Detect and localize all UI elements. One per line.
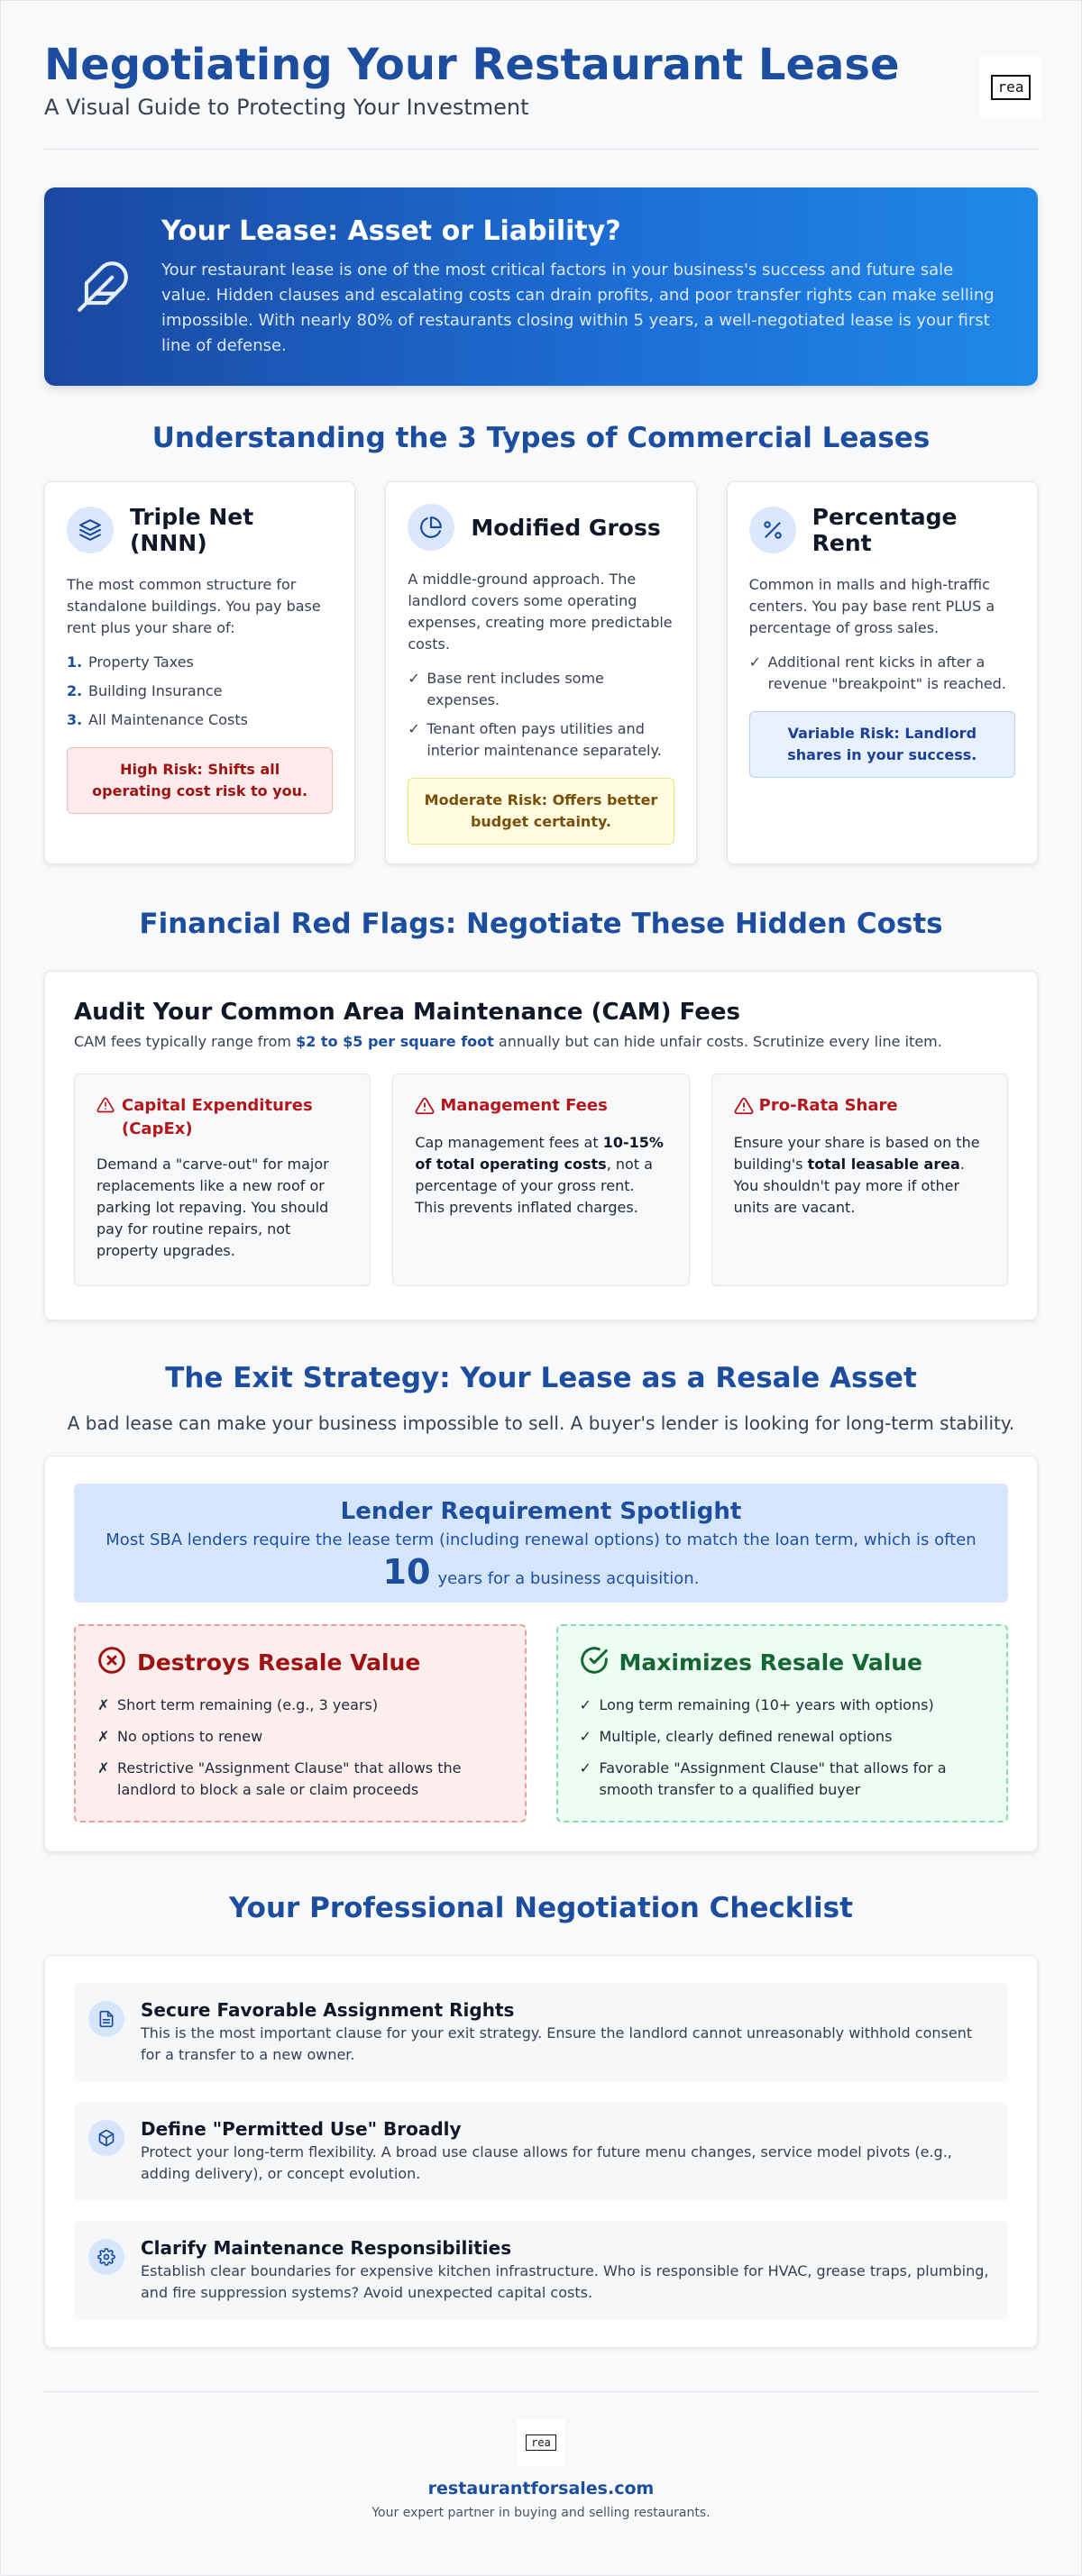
cam-card-title: Pro-Rata Share xyxy=(758,1096,898,1115)
cam-card-text-bold: total leasable area xyxy=(807,1156,960,1173)
risk-badge-moderate: Moderate Risk: Offers better budget certainty. xyxy=(408,778,674,845)
x-mark-icon: ✗ xyxy=(97,1728,110,1745)
lease-card-modified-gross xyxy=(385,481,696,864)
page-title: Negotiating Your Restaurant Lease xyxy=(44,40,900,90)
list-item xyxy=(67,709,333,731)
cam-card-capex xyxy=(74,1073,371,1286)
cam-sub-text: CAM fees typically range from xyxy=(74,1033,297,1050)
gear-icon xyxy=(88,2239,124,2275)
footer-site-link[interactable]: restaurantforsales.com xyxy=(427,2479,655,2498)
percent-icon xyxy=(749,507,796,553)
list-item-text: Building Insurance xyxy=(88,682,223,699)
list-item xyxy=(97,1758,503,1801)
checklist-item-text: Establish clear boundaries for expensive kitchen infrastructure. Who is responsible for HVAC, grease traps, plumbing, and fire suppression systems? Avoid unexpected capital costs. xyxy=(141,2262,989,2301)
lender-spotlight xyxy=(74,1484,1008,1603)
risk-badge-high: High Risk: Shifts all operating cost risk to you. xyxy=(67,747,333,814)
cam-card-text-part: , not a percentage of your gross rent. This prevents inflated charges. xyxy=(415,1156,653,1216)
checklist-item-permitted-use xyxy=(74,2102,1008,2201)
list-item xyxy=(580,1726,986,1748)
check-mark-icon: ✓ xyxy=(579,1759,591,1777)
lease-card-desc: Common in malls and high-traffic centers. You pay base rent PLUS a percentage of gross sales. xyxy=(748,576,995,636)
warning-icon xyxy=(415,1096,440,1119)
lease-card-title: Percentage Rent xyxy=(812,504,958,556)
footer-tagline: Your expert partner in buying and selling restaurants. xyxy=(371,2506,711,2520)
cam-card-text-part: . You shouldn't pay more if other units are vacant. xyxy=(733,1156,965,1216)
list-item-text: Tenant often pays utilities and interior maintenance separately. xyxy=(426,720,662,759)
cam-cards xyxy=(74,1073,1008,1286)
footer-logo xyxy=(518,2419,564,2466)
list-item xyxy=(749,652,1015,695)
check-mark: ✓ xyxy=(748,653,762,671)
spotlight-title: Lender Requirement Spotlight xyxy=(340,1498,742,1525)
lease-card-desc: The most common structure for standalone buildings. You pay base rent plus your share of: xyxy=(67,576,321,636)
exit-subtitle: A bad lease can make your business impossible to sell. A buyer's lender is looking for long-term stability. xyxy=(67,1412,1015,1434)
footer-logo-text: rea xyxy=(526,2434,556,2451)
lease-card-percentage-rent xyxy=(727,481,1038,864)
hero-title: Your Lease: Asset or Liability? xyxy=(161,215,621,247)
list-item xyxy=(408,718,674,762)
list-item-text: Short term remaining (e.g., 3 years) xyxy=(117,1696,379,1713)
hero-text: Your restaurant lease is one of the most critical factors in your business's success and future sale value. Hidden clauses and escalating costs can drain profits, and poor transfer rights can make selling impossible. With nearly 80% of restaurants closing within 5 years, a well-negotiated lease is your first line of defense. xyxy=(161,260,995,355)
list-marker: 3. xyxy=(67,711,83,728)
cam-title: Audit Your Common Area Maintenance (CAM) Fees xyxy=(74,999,740,1026)
cam-card-text-bold: 10-15% of total operating costs xyxy=(415,1134,664,1173)
checklist-item-title: Define "Permitted Use" Broadly xyxy=(141,2118,462,2140)
x-mark-icon: ✗ xyxy=(97,1759,110,1777)
checklist-item-assignment xyxy=(74,1983,1008,2082)
maximizes-resale-panel xyxy=(556,1624,1009,1822)
cam-card-text xyxy=(415,1132,666,1219)
warning-icon xyxy=(734,1096,759,1119)
list-item xyxy=(408,668,674,711)
cam-card-title: Management Fees xyxy=(440,1096,608,1115)
cam-sub-highlight: $2 to $5 per square foot xyxy=(296,1033,494,1050)
header xyxy=(44,1,1038,150)
list-marker: 2. xyxy=(67,682,83,699)
spotlight-text: Most SBA lenders require the lease term (including renewal options) to match the loan term, which is often xyxy=(105,1530,977,1549)
checklist-title: Your Professional Negotiation Checklist xyxy=(229,1892,853,1924)
check-mark-icon: ✓ xyxy=(579,1696,591,1713)
cam-card-text xyxy=(734,1132,986,1219)
cam-card-title: Capital Expenditures (CapEx) xyxy=(122,1096,313,1138)
cam-card-text-part: Demand a "carve-out" for major replacements like a new roof or parking lot repaving. You should pay for routine repairs, not property upgrades. xyxy=(96,1156,329,1259)
list-item xyxy=(67,652,333,673)
feather-icon xyxy=(71,259,134,315)
list-item xyxy=(580,1694,986,1716)
cam-card-pro-rata xyxy=(711,1073,1008,1286)
list-item-text: Base rent includes some expenses. xyxy=(426,670,604,708)
check-mark-icon: ✓ xyxy=(579,1728,591,1745)
pie-chart-icon xyxy=(408,504,454,551)
cam-panel xyxy=(44,971,1038,1320)
page-subtitle: A Visual Guide to Protecting Your Investment xyxy=(44,95,529,120)
list-item-text: Multiple, clearly defined renewal options xyxy=(599,1728,893,1745)
list-item-text: No options to renew xyxy=(117,1728,263,1745)
cube-icon xyxy=(88,2120,124,2156)
checklist-item-text: Protect your long-term flexibility. A broad use clause allows for future menu changes, service model pivots (e.g., adding delivery), or concept evolution. xyxy=(141,2143,952,2182)
list-item-text: All Maintenance Costs xyxy=(88,711,248,728)
spotlight-number: 10 xyxy=(382,1552,431,1592)
lease-types xyxy=(44,481,1038,864)
maximizes-title: Maximizes Resale Value xyxy=(619,1649,923,1676)
list-item-text: Long term remaining (10+ years with options) xyxy=(599,1696,934,1713)
lease-card-list xyxy=(408,668,674,762)
destroys-title: Destroys Resale Value xyxy=(137,1649,421,1676)
exit-panel xyxy=(44,1456,1038,1852)
list-item-text: Additional rent kicks in after a revenue "breakpoint" is reached. xyxy=(767,653,1006,692)
logo xyxy=(980,57,1041,118)
lease-card-title: Triple Net (NNN) xyxy=(130,504,254,556)
cam-card-text-part: Ensure your share is based on the building's xyxy=(733,1134,980,1173)
document-icon xyxy=(88,2001,124,2037)
check-mark: ✓ xyxy=(408,670,420,687)
checklist-item-maintenance xyxy=(74,2221,1008,2320)
lease-card-title: Modified Gross xyxy=(471,514,661,541)
cam-card-management-fees xyxy=(392,1073,689,1286)
list-item-text: Restrictive "Assignment Clause" that allows the landlord to block a sale or claim proceeds xyxy=(117,1759,462,1798)
footer xyxy=(44,2391,1038,2520)
destroys-resale-panel xyxy=(74,1624,527,1822)
risk-badge-variable: Variable Risk: Landlord shares in your success. xyxy=(749,711,1015,778)
spotlight-years: years for a business acquisition. xyxy=(437,1569,700,1588)
list-marker: 1. xyxy=(67,653,83,671)
list-item xyxy=(97,1694,503,1716)
checklist-item-title: Secure Favorable Assignment Rights xyxy=(141,1999,515,2021)
warning-icon xyxy=(96,1096,122,1118)
red-flags-title: Financial Red Flags: Negotiate These Hidden Costs xyxy=(139,908,943,940)
checklist-panel xyxy=(44,1955,1038,2348)
cam-card-text-part: Cap management fees at xyxy=(415,1134,603,1151)
check-circle-icon xyxy=(580,1646,619,1678)
lease-card-list xyxy=(67,652,333,731)
cam-sub-text: annually but can hide unfair costs. Scrutinize every line item. xyxy=(493,1033,942,1050)
lease-card-list xyxy=(749,652,1015,695)
list-item-text: Favorable "Assignment Clause" that allows for a smooth transfer to a qualified buyer xyxy=(599,1759,947,1798)
hero-banner xyxy=(44,187,1038,386)
logo-text: rea xyxy=(991,75,1032,100)
checklist-item-title: Clarify Maintenance Responsibilities xyxy=(141,2237,512,2259)
cam-card-text xyxy=(96,1154,348,1262)
list-item xyxy=(67,681,333,702)
x-circle-icon xyxy=(97,1646,137,1678)
exit-title: The Exit Strategy: Your Lease as a Resale Asset xyxy=(165,1362,917,1394)
lease-types-title: Understanding the 3 Types of Commercial Leases xyxy=(151,422,931,454)
layers-icon xyxy=(67,507,114,553)
lease-card-nnn xyxy=(44,481,355,864)
list-item-text: Property Taxes xyxy=(88,653,194,671)
checklist-item-text: This is the most important clause for your exit strategy. Ensure the landlord cannot unreasonably withhold consent for a transfer to a new owner. xyxy=(141,2024,973,2063)
list-item xyxy=(97,1726,503,1748)
check-mark: ✓ xyxy=(408,720,420,737)
resale-values xyxy=(74,1624,1008,1822)
cam-subtitle xyxy=(74,1033,1008,1050)
lease-card-desc: A middle-ground approach. The landlord covers some operating expenses, creating more predictable costs. xyxy=(408,571,673,653)
x-mark-icon: ✗ xyxy=(97,1696,110,1713)
list-item xyxy=(580,1758,986,1801)
